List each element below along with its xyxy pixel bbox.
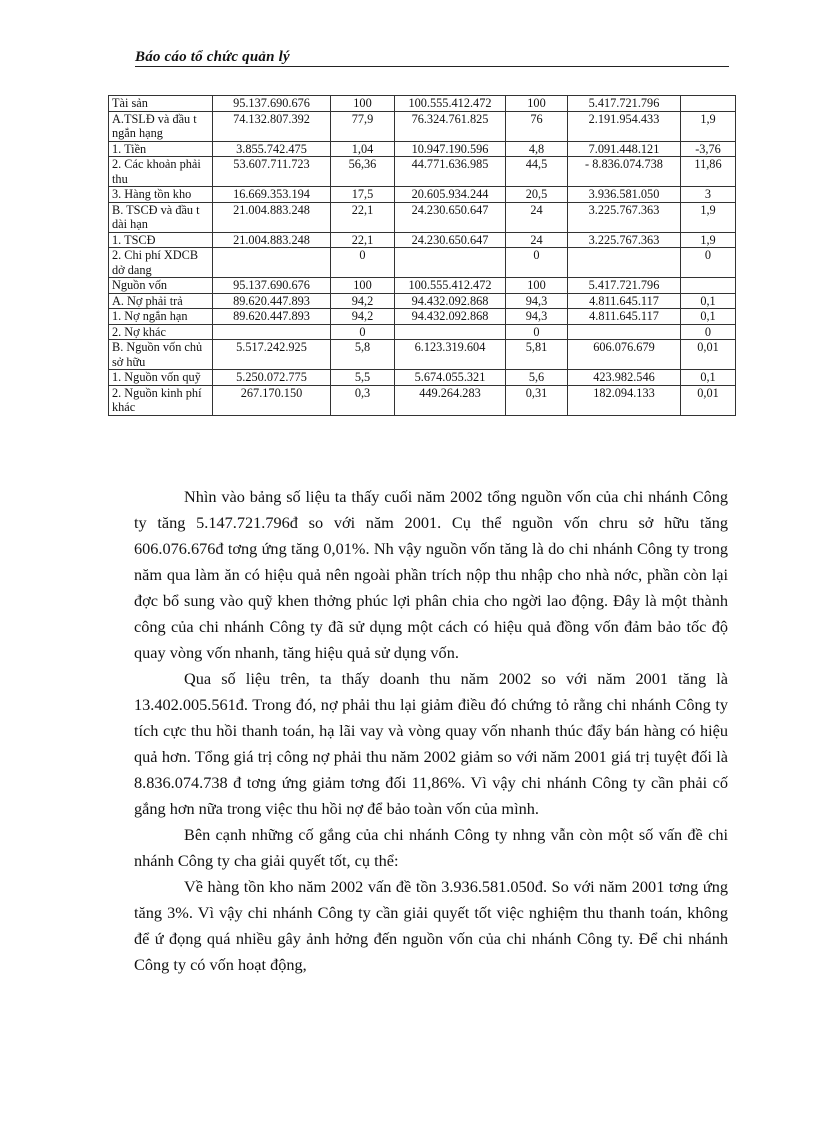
row-label-cell: 2. Nguồn kinh phí khác <box>109 385 213 415</box>
value-cell: 0,3 <box>331 385 395 415</box>
value-cell <box>213 324 331 340</box>
table-row <box>109 340 736 370</box>
value-cell: 100.555.412.472 <box>395 278 506 294</box>
value-cell: 5.417.721.796 <box>568 96 681 112</box>
value-cell <box>681 278 736 294</box>
table-row <box>109 293 736 309</box>
value-cell: 94,2 <box>331 293 395 309</box>
row-label-cell: Tài sản <box>109 96 213 112</box>
value-cell: 20.605.934.244 <box>395 187 506 203</box>
table-row <box>109 309 736 325</box>
value-cell: 5,6 <box>506 370 568 386</box>
value-cell: 100 <box>506 278 568 294</box>
value-cell: 3.855.742.475 <box>213 141 331 157</box>
table-row <box>109 232 736 248</box>
table-row <box>109 187 736 203</box>
value-cell: 94.432.092.868 <box>395 293 506 309</box>
table-row <box>109 96 736 112</box>
table-row <box>109 278 736 294</box>
value-cell: 17,5 <box>331 187 395 203</box>
value-cell: 77,9 <box>331 111 395 141</box>
value-cell: 5.250.072.775 <box>213 370 331 386</box>
value-cell: 44.771.636.985 <box>395 157 506 187</box>
table-row <box>109 141 736 157</box>
table-row <box>109 111 736 141</box>
value-cell: 2.191.954.433 <box>568 111 681 141</box>
header-title: Báo cáo tổ chức quản lý <box>135 49 290 65</box>
value-cell: 24.230.650.647 <box>395 232 506 248</box>
value-cell: 3.225.767.363 <box>568 202 681 232</box>
row-label-cell: A.TSLĐ và đầu t ngắn hạng <box>109 111 213 141</box>
value-cell: 44,5 <box>506 157 568 187</box>
value-cell <box>568 324 681 340</box>
value-cell: 24 <box>506 232 568 248</box>
value-cell: 20,5 <box>506 187 568 203</box>
value-cell: 0 <box>681 324 736 340</box>
value-cell: 89.620.447.893 <box>213 293 331 309</box>
value-cell: 53.607.711.723 <box>213 157 331 187</box>
row-label-cell: 2. Nợ khác <box>109 324 213 340</box>
financial-table <box>108 95 736 416</box>
value-cell: 0,1 <box>681 370 736 386</box>
value-cell: 423.982.546 <box>568 370 681 386</box>
value-cell: 56,36 <box>331 157 395 187</box>
value-cell: 0 <box>331 324 395 340</box>
row-label-cell: 1. TSCĐ <box>109 232 213 248</box>
value-cell: 1,9 <box>681 202 736 232</box>
table-row <box>109 324 736 340</box>
value-cell: 3.225.767.363 <box>568 232 681 248</box>
value-cell: 0,31 <box>506 385 568 415</box>
value-cell <box>395 248 506 278</box>
value-cell: 100 <box>506 96 568 112</box>
value-cell: 24.230.650.647 <box>395 202 506 232</box>
row-label-cell: 2. Các khoản phải thu <box>109 157 213 187</box>
value-cell: 100 <box>331 278 395 294</box>
value-cell: 94.432.092.868 <box>395 309 506 325</box>
value-cell: 1,04 <box>331 141 395 157</box>
value-cell: 0,01 <box>681 385 736 415</box>
paragraph: Bên cạnh những cố gắng của chi nhánh Công ty nhng vẫn còn một số vấn đề chi nhánh Công ty cha giải quyết tốt, cụ thể: <box>134 825 728 870</box>
value-cell: 1,9 <box>681 111 736 141</box>
row-label-cell: B. TSCĐ và đầu t dài hạn <box>109 202 213 232</box>
value-cell: 94,3 <box>506 293 568 309</box>
value-cell: 5,8 <box>331 340 395 370</box>
value-cell: 3.936.581.050 <box>568 187 681 203</box>
table-row <box>109 370 736 386</box>
table-row <box>109 157 736 187</box>
value-cell: 606.076.679 <box>568 340 681 370</box>
value-cell: 0 <box>506 324 568 340</box>
value-cell: 89.620.447.893 <box>213 309 331 325</box>
value-cell: 4.811.645.117 <box>568 309 681 325</box>
table-row <box>109 202 736 232</box>
row-label-cell: 2. Chi phí XDCB dở dang <box>109 248 213 278</box>
row-label-cell: B. Nguồn vốn chủ sở hữu <box>109 340 213 370</box>
value-cell: 100.555.412.472 <box>395 96 506 112</box>
value-cell: 24 <box>506 202 568 232</box>
value-cell: 74.132.807.392 <box>213 111 331 141</box>
value-cell: 100 <box>331 96 395 112</box>
financial-table-body <box>109 96 736 416</box>
table-row <box>109 385 736 415</box>
row-label-cell: 1. Tiền <box>109 141 213 157</box>
value-cell: 0 <box>681 248 736 278</box>
value-cell: 22,1 <box>331 202 395 232</box>
value-cell: - 8.836.074.738 <box>568 157 681 187</box>
value-cell: 6.123.319.604 <box>395 340 506 370</box>
value-cell: 76.324.761.825 <box>395 111 506 141</box>
value-cell: 5.517.242.925 <box>213 340 331 370</box>
value-cell: 1,9 <box>681 232 736 248</box>
value-cell <box>395 324 506 340</box>
paragraph: Về hàng tồn kho năm 2002 vấn đề tồn 3.936.581.050đ. So với năm 2001 tơng ứng tăng 3%. Vì vậy chi nhánh Công ty cần giải quyết tốt việc nghiệm thu thanh toán, không để ứ đọng quá nhiều gây ảnh hởng đến nguồn vốn của chi nhánh Công ty. Để chi nhánh Công ty có vốn hoạt động, <box>134 877 728 974</box>
value-cell: 4.811.645.117 <box>568 293 681 309</box>
table-row <box>109 248 736 278</box>
value-cell: 0 <box>331 248 395 278</box>
value-cell <box>681 96 736 112</box>
row-label-cell: 1. Nguồn vốn quỹ <box>109 370 213 386</box>
value-cell: 5.674.055.321 <box>395 370 506 386</box>
value-cell: 4,8 <box>506 141 568 157</box>
value-cell: 5,81 <box>506 340 568 370</box>
paragraph: Nhìn vào bảng số liệu ta thấy cuối năm 2002 tổng nguồn vốn của chi nhánh Công ty tăng 5.147.721.796đ so với năm 2001. Cụ thể nguồn vốn chru sở hữu tăng 606.076.676đ tơng ứng tăng 0,01%. Nh vậy nguồn vốn tăng là do chi nhánh Công ty trong năm qua làm ăn có hiệu quả nên ngoài phần trích nộp thu nhập cho nhà nớc, phần còn lại đợc bổ sung vào quỹ khen thởng phúc lợi phân chia cho ngời lao động. Đây là một thành công của chi nhánh Công ty đã sử dụng một cách có hiệu quả đồng vốn đảm bảo tốc độ quay vòng vốn nhanh, tăng hiệu quả sử dụng vốn. <box>134 487 728 662</box>
row-label-cell: 3. Hàng tồn kho <box>109 187 213 203</box>
value-cell: 11,86 <box>681 157 736 187</box>
value-cell: -3,76 <box>681 141 736 157</box>
value-cell: 182.094.133 <box>568 385 681 415</box>
value-cell <box>213 248 331 278</box>
value-cell: 95.137.690.676 <box>213 278 331 294</box>
value-cell: 267.170.150 <box>213 385 331 415</box>
value-cell: 16.669.353.194 <box>213 187 331 203</box>
value-cell: 95.137.690.676 <box>213 96 331 112</box>
row-label-cell: A. Nợ phải trả <box>109 293 213 309</box>
value-cell: 5,5 <box>331 370 395 386</box>
value-cell: 0,1 <box>681 293 736 309</box>
row-label-cell: 1. Nợ ngắn hạn <box>109 309 213 325</box>
paragraph: Qua số liệu trên, ta thấy doanh thu năm 2002 so với năm 2001 tăng là 13.402.005.561đ. Trong đó, nợ phải thu lại giảm điều đó chứng tỏ rằng chi nhánh Công ty tích cực thu hồi thanh toán, hạ lãi vay và vòng quay vốn nhanh thúc đẩy bán hàng có hiệu quả hơn. Tổng giá trị công nợ phải thu năm 2002 giảm so với năm 2001 giá trị tuyệt đối là 8.836.074.738 đ tơng ứng giảm tơng đối 11,86%. Vì vậy chi nhánh Công ty cần phải cố gắng hơn nữa trong việc thu hồi nợ để bảo toàn vốn của mình. <box>134 669 728 818</box>
value-cell: 0 <box>506 248 568 278</box>
value-cell: 94,2 <box>331 309 395 325</box>
value-cell: 0,01 <box>681 340 736 370</box>
value-cell: 21.004.883.248 <box>213 232 331 248</box>
value-cell: 76 <box>506 111 568 141</box>
value-cell: 0,1 <box>681 309 736 325</box>
value-cell: 94,3 <box>506 309 568 325</box>
row-label-cell: Nguồn vốn <box>109 278 213 294</box>
page-header <box>135 48 729 67</box>
value-cell <box>568 248 681 278</box>
value-cell: 21.004.883.248 <box>213 202 331 232</box>
body-text <box>134 484 728 978</box>
value-cell: 449.264.283 <box>395 385 506 415</box>
value-cell: 22,1 <box>331 232 395 248</box>
value-cell: 3 <box>681 187 736 203</box>
value-cell: 10.947.190.596 <box>395 141 506 157</box>
value-cell: 7.091.448.121 <box>568 141 681 157</box>
value-cell: 5.417.721.796 <box>568 278 681 294</box>
